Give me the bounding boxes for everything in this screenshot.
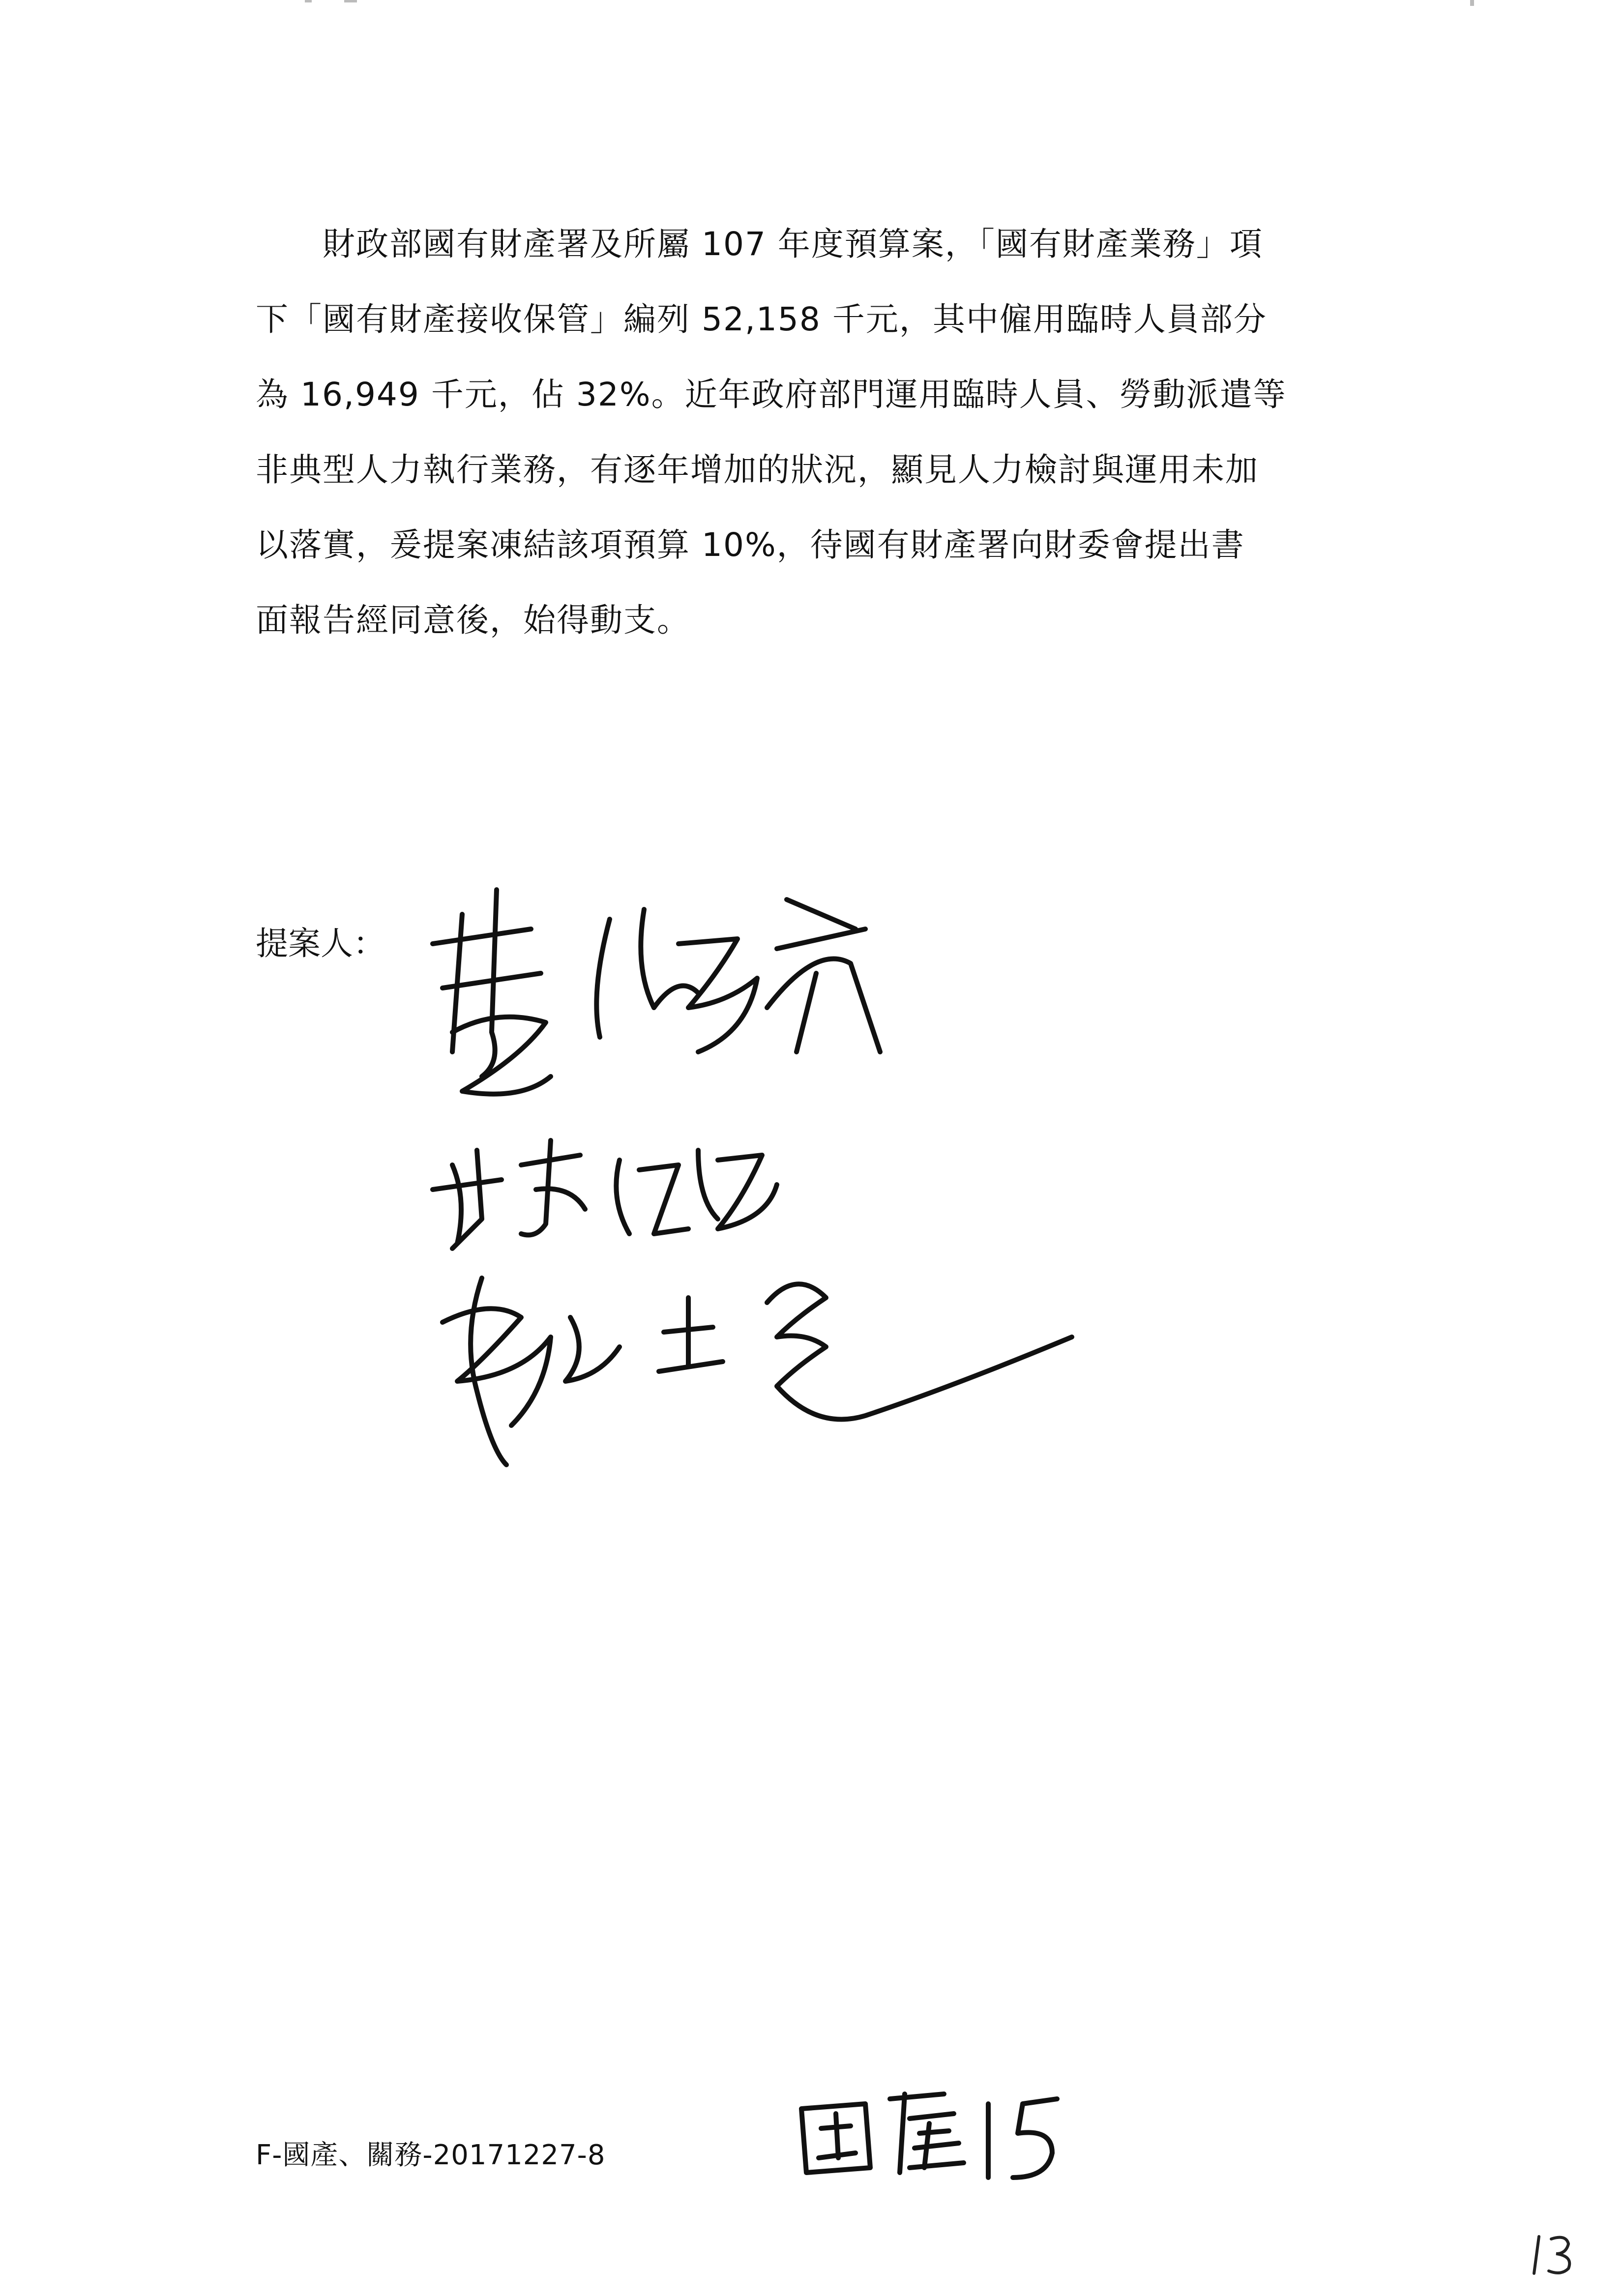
paragraph-line: 非典型人力執行業務，有逐年增加的狀況，顯見人力檢討與運用未加 [256, 451, 1259, 489]
signature-2 [433, 1140, 777, 1249]
signature-3 [443, 1278, 1072, 1465]
proposal-paragraph [256, 206, 1401, 658]
footer-code: F-國產、關務-20171227-8 [256, 2139, 606, 2171]
handwritten-signatures [423, 845, 1111, 1534]
paragraph-line: 下「國有財產接收保管」編列 52,158 千元，其中僱用臨時人員部分 [256, 300, 1267, 338]
paragraph-line: 以落實，爰提案凍結該項預算 10%，待國有財產署向財委會提出書 [256, 526, 1245, 564]
handwritten-note [792, 2079, 1067, 2192]
handwritten-page-number [1527, 2227, 1581, 2281]
paragraph-line: 財政部國有財產署及所屬 107 年度預算案，「國有財產業務」項 [256, 225, 1263, 263]
proposer-label: 提案人： [256, 925, 385, 962]
paragraph-line: 面報告經同意後，始得動支。 [256, 601, 690, 639]
paragraph-line: 為 16,949 千元，佔 32%。近年政府部門運用臨時人員、勞動派遣等 [256, 376, 1287, 413]
signature-1 [433, 890, 880, 1094]
